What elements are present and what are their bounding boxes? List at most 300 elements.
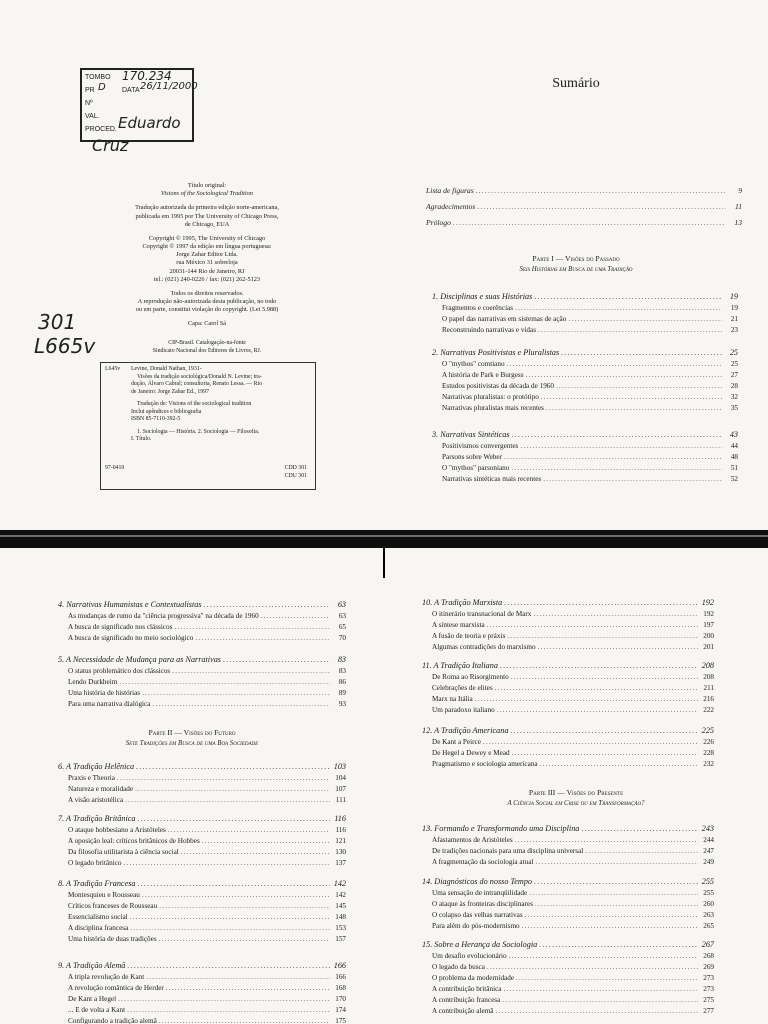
dot-leader — [515, 836, 698, 844]
dot-leader — [511, 464, 722, 472]
section-entry-label: Essencialismo social — [68, 913, 128, 921]
dot-leader — [476, 186, 726, 195]
dot-leader — [130, 913, 330, 921]
original-title: Visions of the Sociological Tradition — [161, 190, 253, 198]
dot-leader — [504, 453, 722, 461]
chapter-entry-page: 142 — [333, 879, 346, 888]
toc-page-3 — [384, 548, 768, 1024]
section-entry — [68, 1006, 346, 1014]
cover-credit: Capa: Carol Sá — [187, 320, 227, 328]
chapter-entry-page: 43 — [729, 430, 738, 439]
dot-leader — [510, 726, 698, 735]
section-entry-page: 63 — [338, 612, 346, 620]
dot-leader — [512, 430, 722, 439]
dot-leader — [168, 826, 330, 834]
section-entry-label: Configurando a tradição alemã — [68, 1017, 157, 1024]
section-entry — [442, 475, 738, 483]
section-entry-page: 166 — [335, 973, 346, 981]
dot-leader — [202, 837, 330, 845]
chapter-entry-page: 243 — [701, 824, 714, 833]
section-entry-page: 277 — [703, 1007, 714, 1015]
dot-leader — [135, 785, 330, 793]
section-entry — [68, 667, 346, 675]
dot-leader — [504, 598, 698, 607]
dot-leader — [516, 974, 698, 982]
dot-leader — [223, 655, 330, 664]
section-entry-label: A contribuição britânica — [432, 985, 502, 993]
chapter-entry — [58, 600, 346, 609]
section-entry — [68, 913, 346, 921]
copyright-line: Copyright © 1995, The University of Chicago — [148, 234, 266, 242]
section-entry-page: 21 — [730, 315, 738, 323]
section-entry-label: Para além do pós-modernismo — [432, 922, 520, 930]
chapter-entry-label: 5. A Necessidade de Mudança para as Narrativas — [58, 655, 221, 664]
section-entry-label: A oposição leal: críticos britânicos de Hobbes — [68, 837, 200, 845]
section-entry — [432, 952, 714, 960]
section-entry-label: A disciplina francesa — [68, 924, 129, 932]
chapter-entry-label: 11. A Tradição Italiana — [422, 661, 498, 670]
library-stamp — [80, 68, 198, 142]
section-entry-page: 216 — [703, 695, 714, 703]
section-entry — [432, 836, 714, 844]
section-entry-label: Fragmentos e coerências — [442, 304, 514, 312]
dot-leader — [525, 911, 698, 919]
section-entry-label: Um paradoxo italiano — [432, 706, 495, 714]
section-entry-page: 70 — [338, 634, 346, 642]
chapter-entry-label: 10. A Tradição Marxista — [422, 598, 503, 607]
dot-leader — [522, 922, 698, 930]
section-entry-label: Pragmatismo e sociologia americana — [432, 760, 538, 768]
section-entry-label: Algumas contradições do marxismo — [432, 643, 536, 651]
copyright-block — [100, 182, 314, 329]
section-entry-label: Uma sensação de intranqüilidade — [432, 889, 528, 897]
section-entry-label: Uma história de histórias — [68, 689, 141, 697]
dot-leader — [487, 621, 698, 629]
section-entry-label: Narrativas pluralistas mais recentes — [442, 404, 544, 412]
publisher-line: rua México 31 sobreloja — [176, 259, 238, 267]
dot-leader — [483, 738, 698, 746]
stamp-proced-label: PROCED. — [85, 126, 117, 133]
copyright-line: Copyright © 1997 da edição em língua portuguesa: — [142, 243, 272, 251]
section-entry — [432, 858, 714, 866]
dot-leader — [534, 877, 698, 886]
dot-leader — [477, 202, 726, 211]
section-entry — [432, 922, 714, 930]
catalog-number: 97-0410 — [105, 465, 125, 471]
section-entry — [432, 632, 714, 640]
chapter-entry-label: 1. Disciplinas e suas Histórias — [432, 292, 533, 301]
section-entry — [68, 796, 346, 804]
rights-line: Todos os direitos reservados. — [170, 289, 244, 297]
dot-leader — [204, 600, 330, 609]
section-entry — [432, 963, 714, 971]
section-entry-page: 25 — [730, 360, 738, 368]
section-entry-page: 273 — [703, 974, 714, 982]
catalog-cdu: CDU 301 — [284, 473, 307, 479]
catalog-subjects: I. Título. — [131, 436, 152, 443]
section-entry-page: 232 — [703, 760, 714, 768]
section-entry-page: 263 — [703, 911, 714, 919]
section-entry — [442, 371, 738, 379]
dot-leader — [529, 889, 698, 897]
section-entry-label: Positivismos convergentes — [442, 442, 519, 450]
section-entry — [432, 643, 714, 651]
stamp-data-value: 26/11/2000 — [140, 81, 198, 92]
translation-line: de Chicago, EUA — [184, 220, 230, 228]
section-entry-page: 137 — [335, 859, 346, 867]
dot-leader — [261, 612, 330, 620]
stamp-pr-value: D — [98, 82, 106, 93]
section-entry-page: 175 — [335, 1017, 346, 1024]
catalog-author: Levine, Donald Nathan, 1931- — [131, 366, 202, 372]
section-entry-label: Afastamentos de Aristóteles — [432, 836, 513, 844]
original-title-label: Título original: — [187, 182, 227, 189]
section-entry — [432, 1007, 714, 1015]
section-entry-page: 65 — [338, 623, 346, 631]
front-matter-entry — [426, 186, 742, 195]
section-entry-page: 23 — [730, 326, 738, 334]
publisher-line: tel.: (021) 240-0226 / fax: (021) 262-5123 — [153, 275, 261, 283]
front-matter-entry — [426, 202, 742, 211]
section-entry-label: O papel das narrativas em sistemas de ação — [442, 315, 567, 323]
section-entry — [432, 760, 714, 768]
dot-leader — [538, 643, 698, 651]
section-entry — [68, 859, 346, 867]
section-entry-page: 28 — [730, 382, 738, 390]
dot-leader — [541, 393, 722, 401]
section-entry-label: Montesquieu e Rousseau — [68, 891, 140, 899]
chapter-entry — [58, 814, 346, 823]
chapter-entry-page: 103 — [333, 762, 346, 771]
dot-leader — [512, 749, 698, 757]
section-entry — [68, 826, 346, 834]
rights-line: ou em parte, constitui violação do copyright. (Lei 5.988) — [135, 306, 279, 314]
section-entry-page: 83 — [338, 667, 346, 675]
chapter-entry-page: 267 — [701, 940, 714, 949]
catalog-head-line: Sindicato Nacional dos Editores de Livros, RJ. — [152, 347, 262, 354]
chapter-entry-label: 14. Diagnósticos do nosso Tempo — [422, 877, 533, 886]
chapter-entry-page: 192 — [701, 598, 714, 607]
section-entry — [68, 774, 346, 782]
chapter-entry-label: 4. Narrativas Humanistas e Contextualistas — [58, 600, 202, 609]
stamp-nf-label: Nº — [85, 100, 93, 107]
chapter-entry-label: 2. Narrativas Positivistas e Pluralistas — [432, 348, 560, 357]
chapter-entry-page: 116 — [334, 814, 346, 823]
section-entry-label: A visão aristotélica — [68, 796, 124, 804]
dot-leader — [495, 1007, 698, 1015]
dot-leader — [487, 963, 698, 971]
dot-leader — [546, 404, 722, 412]
chapter-entry — [432, 430, 738, 439]
section-entry — [432, 621, 714, 629]
section-entry — [68, 689, 346, 697]
section-entry — [68, 995, 346, 1003]
section-entry-page: 107 — [335, 785, 346, 793]
dot-leader — [142, 891, 330, 899]
part-heading: Parte II — Visões do Futuro — [148, 728, 236, 737]
section-entry — [442, 453, 738, 461]
section-entry-label: De Kant a Hegel — [68, 995, 117, 1003]
chapter-entry-page: 255 — [701, 877, 714, 886]
section-entry-label: De Hegel a Dewey e Mead — [432, 749, 510, 757]
chapter-entry-page: 166 — [333, 961, 346, 970]
chapter-entry-label: 15. Sobre a Herança da Sociologia — [422, 940, 538, 949]
catalog-header — [100, 340, 314, 355]
section-entry — [432, 684, 714, 692]
dot-leader — [117, 774, 330, 782]
dot-leader — [127, 961, 330, 970]
catalog-head-line: CIP-Brasil. Catalogação-na-fonte — [168, 340, 246, 346]
section-entry-page: 200 — [703, 632, 714, 640]
section-entry-label: O colapso das velhas narrativas — [432, 911, 523, 919]
section-entry — [68, 837, 346, 845]
catalog-subjects: 1. Sociologia — História. 2. Sociologia — Filosofia. — [137, 428, 260, 435]
dot-leader — [509, 952, 698, 960]
part-subheading: Seis Histórias em Busca de uma Tradição — [519, 266, 633, 273]
dot-leader — [585, 847, 698, 855]
section-entry — [68, 612, 346, 620]
section-entry-label: O problema da modernidade — [432, 974, 515, 982]
chapter-entry-label: 3. Narrativas Sintéticas — [432, 430, 510, 439]
dot-leader — [137, 879, 330, 888]
chapter-entry-label: 13. Formando e Transformando uma Disciplina — [422, 824, 580, 833]
scan-divider — [0, 530, 768, 548]
dot-leader — [535, 858, 698, 866]
dot-leader — [174, 623, 330, 631]
dot-leader — [166, 984, 330, 992]
section-entry-label: Celebrações de elites — [432, 684, 493, 692]
section-entry-page: 48 — [730, 453, 738, 461]
dot-leader — [119, 678, 330, 686]
dot-leader — [568, 315, 722, 323]
section-entry — [432, 749, 714, 757]
section-entry-page: 211 — [703, 684, 714, 692]
section-entry-page: 116 — [335, 826, 346, 834]
section-entry-page: 275 — [703, 996, 714, 1004]
dot-leader — [195, 634, 330, 642]
chapter-entry-label: 9. A Tradição Alemã — [58, 961, 126, 970]
section-entry-label: Para uma narrativa dialógica — [68, 700, 151, 708]
section-entry — [432, 911, 714, 919]
dot-leader — [503, 985, 698, 993]
page-title: Sumário — [552, 76, 600, 91]
front-matter-entry — [426, 218, 742, 227]
section-entry-page: 168 — [335, 984, 346, 992]
front-matter-entry-label: Agradecimentos — [426, 202, 476, 211]
section-entry-label: ... E de volta a Kant — [68, 1006, 126, 1014]
dot-leader — [502, 996, 698, 1004]
section-entry-page: 228 — [703, 749, 714, 757]
section-entry-page: 269 — [703, 963, 714, 971]
section-entry-label: De Kant a Peirce — [432, 738, 481, 746]
dot-leader — [124, 859, 331, 867]
front-matter-entry-page: 13 — [734, 218, 742, 227]
chapter-entry-label: 12. A Tradição Americana — [422, 726, 509, 735]
section-entry — [68, 891, 346, 899]
section-entry-label: O "mythos" comtiano — [442, 360, 505, 368]
section-entry — [432, 706, 714, 714]
dot-leader — [556, 382, 722, 390]
section-entry-label: Críticos franceses de Rousseau — [68, 902, 158, 910]
front-matter-entry-page: 11 — [734, 202, 742, 211]
part-heading: Parte III — Visões do Presente — [528, 788, 624, 797]
section-entry — [442, 442, 738, 450]
dot-leader — [475, 695, 698, 703]
section-entry-page: 32 — [730, 393, 738, 401]
section-entry-label: A tripla revolução de Kant — [68, 973, 145, 981]
dot-leader — [581, 824, 698, 833]
section-entry-label: De tradições nacionais para uma disciplina universal — [432, 847, 584, 855]
dot-leader — [534, 292, 722, 301]
section-entry — [68, 935, 346, 943]
section-entry-label: O ataque às fronteiras disciplinares — [432, 900, 533, 908]
chapter-entry — [58, 655, 346, 664]
section-entry-page: 249 — [703, 858, 714, 866]
section-entry-label: A revolução romântica de Herder — [68, 984, 164, 992]
dot-leader — [561, 348, 722, 357]
chapter-entry-page: 63 — [337, 600, 346, 609]
gutter-mark — [383, 548, 385, 578]
chapter-entry-label: 7. A Tradição Britânica — [58, 814, 136, 823]
section-entry-page: 145 — [335, 902, 346, 910]
section-entry — [68, 902, 346, 910]
section-entry — [442, 304, 738, 312]
section-entry-label: O legado da busca — [432, 963, 485, 971]
catalog-card — [100, 362, 316, 490]
section-entry-page: 121 — [335, 837, 346, 845]
catalog-desc: dução, Álvaro Cabral; consultoria, Renato Lessa. — Rio — [131, 381, 263, 388]
section-entry-label: Natureza e moralidade — [68, 785, 134, 793]
section-entry-page: 268 — [703, 952, 714, 960]
section-entry — [432, 695, 714, 703]
section-entry-page: 44 — [730, 442, 738, 450]
section-entry — [442, 360, 738, 368]
dot-leader — [535, 900, 698, 908]
section-entry-page: 201 — [703, 643, 714, 651]
dot-leader — [511, 673, 698, 681]
chapter-entry — [422, 598, 714, 607]
section-entry — [432, 985, 714, 993]
section-entry-page: 265 — [703, 922, 714, 930]
section-entry — [68, 973, 346, 981]
section-entry-page: 93 — [338, 700, 346, 708]
catalog-code: L645v — [105, 366, 121, 372]
dot-leader — [520, 442, 722, 450]
section-entry-label: Marx na Itália — [432, 695, 473, 703]
section-entry-page: 247 — [703, 847, 714, 855]
dot-leader — [507, 632, 698, 640]
chapter-entry — [432, 292, 738, 301]
catalog-body — [131, 366, 311, 444]
section-entry-label: O status problemático dos clássicos — [68, 667, 171, 675]
section-entry-label: Lendo Durkheim — [68, 678, 118, 686]
section-entry-label: A contribuição francesa — [432, 996, 501, 1004]
section-entry — [68, 700, 346, 708]
section-entry — [68, 623, 346, 631]
dot-leader — [538, 326, 722, 334]
dot-leader — [146, 973, 330, 981]
section-entry-label: Parsons sobre Weber — [442, 453, 502, 461]
section-entry-label: Da filosofia utilitarista à ciência social — [68, 848, 179, 856]
dot-leader — [515, 304, 722, 312]
stamp-proced-value: Eduardo — [118, 114, 181, 132]
dot-leader — [118, 995, 330, 1003]
section-entry — [68, 848, 346, 856]
dot-leader — [159, 902, 330, 910]
section-entry — [432, 738, 714, 746]
section-entry-label: Praxis e Theoria — [68, 774, 115, 782]
section-entry-page: 89 — [338, 689, 346, 697]
catalog-desc: Inclui apêndices e bibliografia — [131, 408, 202, 415]
dot-leader — [453, 218, 726, 227]
section-entry — [68, 678, 346, 686]
part-subheading: Sete Tradições em Busca de uma Boa Sociedade — [125, 740, 259, 747]
section-entry-label: Reconstruindo narrativas e vidas — [442, 326, 537, 334]
section-entry — [432, 996, 714, 1004]
dot-leader — [539, 940, 698, 949]
section-entry-page: 86 — [338, 678, 346, 686]
section-entry-page: 260 — [703, 900, 714, 908]
dot-leader — [181, 848, 330, 856]
stamp-data-label: DATA — [122, 87, 140, 94]
section-entry-label: Estudos positivistas da década de 1960 — [442, 382, 554, 390]
section-entry-page: 226 — [703, 738, 714, 746]
catalog-cdd: CDD 301 — [284, 465, 307, 471]
section-entry-page: 222 — [703, 706, 714, 714]
section-entry-label: Um desafio evolucionário — [432, 952, 507, 960]
call-number-line2: L665v — [34, 334, 96, 358]
catalog-isbn: ISBN 85-7110-392-5 — [131, 416, 181, 423]
stamp-val-label: VAL. — [85, 113, 100, 120]
dot-leader — [127, 1006, 330, 1014]
chapter-entry-page: 225 — [701, 726, 714, 735]
catalog-desc: Visões da tradição sociológica/Donald N. Levine; tra- — [137, 373, 262, 380]
section-entry-page: 208 — [703, 673, 714, 681]
section-entry-label: Uma história de duas tradições — [68, 935, 157, 943]
section-entry-label: O legado britânico — [68, 859, 122, 867]
section-entry-page: 35 — [730, 404, 738, 412]
publisher-line: Jorge Zahar Editor Ltda. — [176, 251, 238, 259]
section-entry — [68, 785, 346, 793]
chapter-entry-label: 8. A Tradição Francesa — [58, 879, 136, 888]
section-entry-page: 142 — [335, 891, 346, 899]
section-entry-page: 273 — [703, 985, 714, 993]
section-entry-label: O itinerário transnacional de Marx — [432, 610, 532, 618]
section-entry-label: A fragmentação da sociologia atual — [432, 858, 534, 866]
section-entry — [442, 382, 738, 390]
dot-leader — [152, 700, 330, 708]
section-entry — [442, 326, 738, 334]
chapter-entry — [422, 940, 714, 949]
dot-leader — [543, 475, 722, 483]
dot-leader — [130, 924, 330, 932]
section-entry-page: 244 — [703, 836, 714, 844]
section-entry-label: De Roma ao Risorgimento — [432, 673, 509, 681]
dot-leader — [159, 1017, 330, 1024]
section-entry-label: A busca de significado no meio sociológico — [68, 634, 194, 642]
dot-leader — [495, 684, 698, 692]
dot-leader — [159, 935, 330, 943]
section-entry-page: 153 — [335, 924, 346, 932]
section-entry-label: As mudanças de rumo da "ciência progressiva" na década de 1960 — [68, 612, 259, 620]
dot-leader — [540, 760, 698, 768]
catalog-desc: de Janeiro: Jorge Zahar Ed., 1997 — [131, 388, 209, 395]
copyright-page — [0, 0, 384, 530]
dot-leader — [497, 706, 698, 714]
section-entry — [442, 315, 738, 323]
dot-leader — [533, 610, 698, 618]
stamp-tombo-value: 170.234 — [122, 69, 172, 83]
